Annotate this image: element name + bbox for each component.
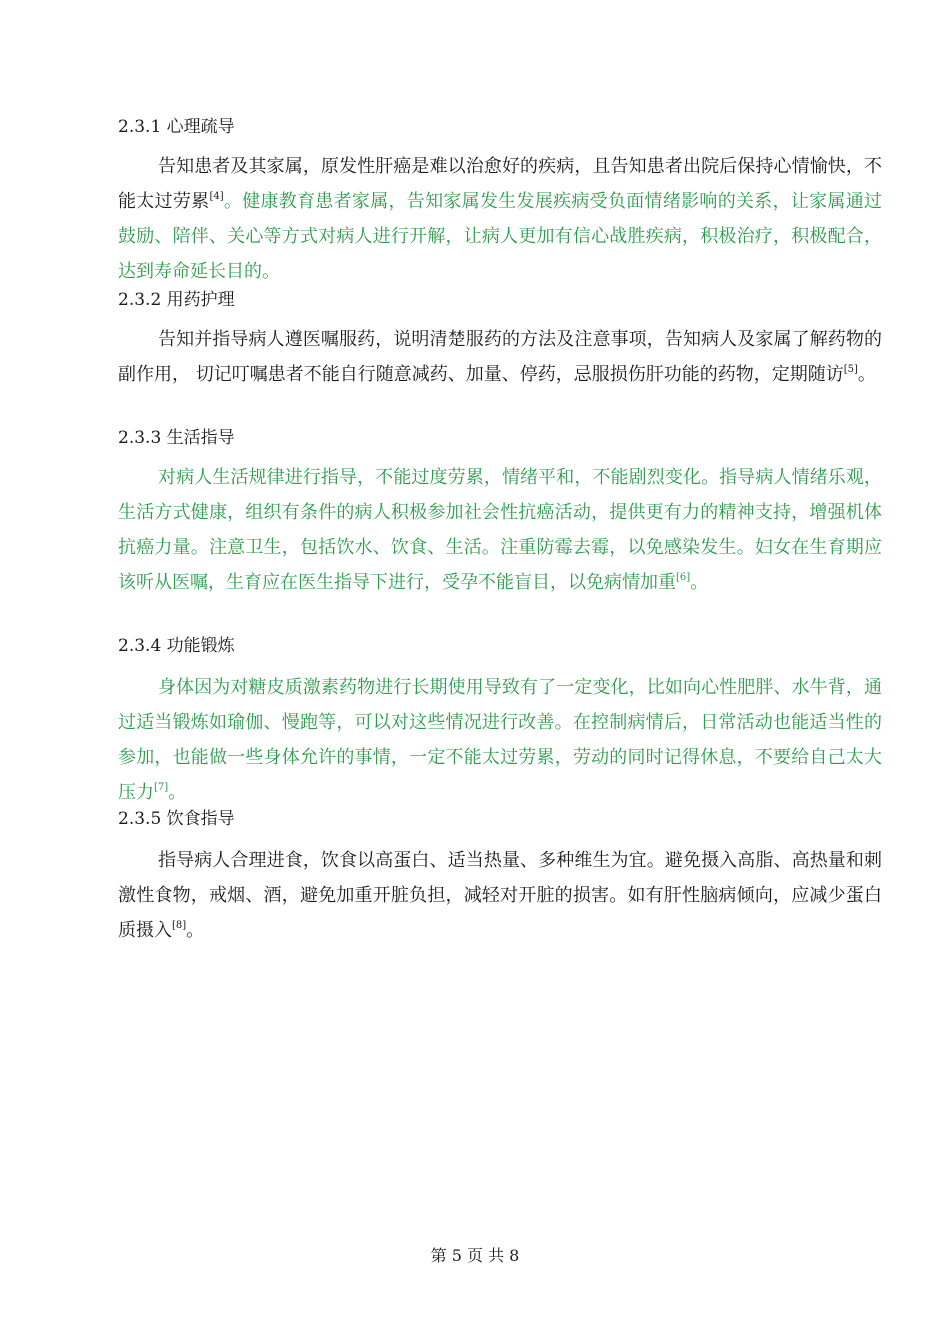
paragraph-text: 告知患者及其家属，原发性肝癌是难以治愈好的疾病，且告知患者出院后保持心情愉快，不能太过劳累	[118, 156, 882, 212]
citation-ref: [8]	[172, 920, 187, 931]
paragraph-2-3-5	[118, 843, 882, 948]
paragraph-2-3-1	[118, 149, 882, 289]
paragraph-text: 身体因为对糖皮质激素药物进行长期使用导致有了一定变化，比如向心性肥胖、水牛背，通过适当锻炼如瑜伽、慢跑等，可以对这些情况进行改善。在控制病情后，日常活动也能适当性的参加，也能做一些身体允许的事情，一定不能太过劳累，劳动的同时记得休息，不要给自己太大压力	[118, 677, 882, 803]
section-heading-2-3-1: 2.3.1 心理疏导	[118, 117, 235, 137]
paragraph-text: 。	[168, 782, 187, 803]
paragraph-text: 。	[186, 920, 205, 941]
paragraph-text: 。	[223, 191, 243, 212]
citation-ref: [4]	[209, 191, 224, 202]
paragraph-2-3-2	[118, 322, 882, 392]
citation-ref: [5]	[843, 364, 858, 375]
paragraph-2-3-3	[118, 460, 882, 600]
section-heading-2-3-5: 2.3.5 饮食指导	[118, 809, 235, 829]
citation-ref: [6]	[676, 572, 691, 583]
paragraph-text: 告知并指导病人遵医嘱服药，说明清楚服药的方法及注意事项，告知病人及家属了解药物的副作用， 切记叮嘱患者不能自行随意减药、加量、停药，忌服损伤肝功能的药物，定期随访	[118, 329, 882, 385]
section-heading-2-3-4: 2.3.4 功能锻炼	[118, 636, 235, 656]
paragraph-text: 。	[690, 572, 709, 593]
paragraph-text-green: 健康教育患者家属，告知家属发生发展疾病受负面情绪影响的关系，让家属通过鼓励、陪伴、关心等方式对病人进行开解，让病人更加有信心战胜疾病，积极治疗，积极配合，达到寿命延长目的。	[118, 191, 883, 282]
paragraph-text: 。	[857, 364, 876, 385]
paragraph-text: 对病人生活规律进行指导，不能过度劳累，情绪平和，不能剧烈变化。指导病人情绪乐观，生活方式健康，组织有条件的病人积极参加社会性抗癌活动，提供更有力的精神支持，增强机体抗癌力量。注意卫生，包括饮水、饮食、生活。注重防霉去霉，以免感染发生。妇女在生育期应该听从医嘱，生育应在医生指导下进行，受孕不能盲目，以免病情加重	[118, 467, 882, 593]
page-footer: 第 5 页 共 8	[430, 1246, 520, 1265]
section-heading-2-3-2: 2.3.2 用药护理	[118, 290, 235, 310]
citation-ref: [7]	[154, 782, 169, 793]
paragraph-text: 指导病人合理进食，饮食以高蛋白、适当热量、多种维生为宜。避免摄入高脂、高热量和刺激性食物，戒烟、酒，避免加重开脏负担，减轻对开脏的损害。如有肝性脑病倾向，应减少蛋白质摄入	[118, 850, 882, 941]
section-heading-2-3-3: 2.3.3 生活指导	[118, 428, 235, 448]
paragraph-2-3-4	[118, 670, 882, 810]
